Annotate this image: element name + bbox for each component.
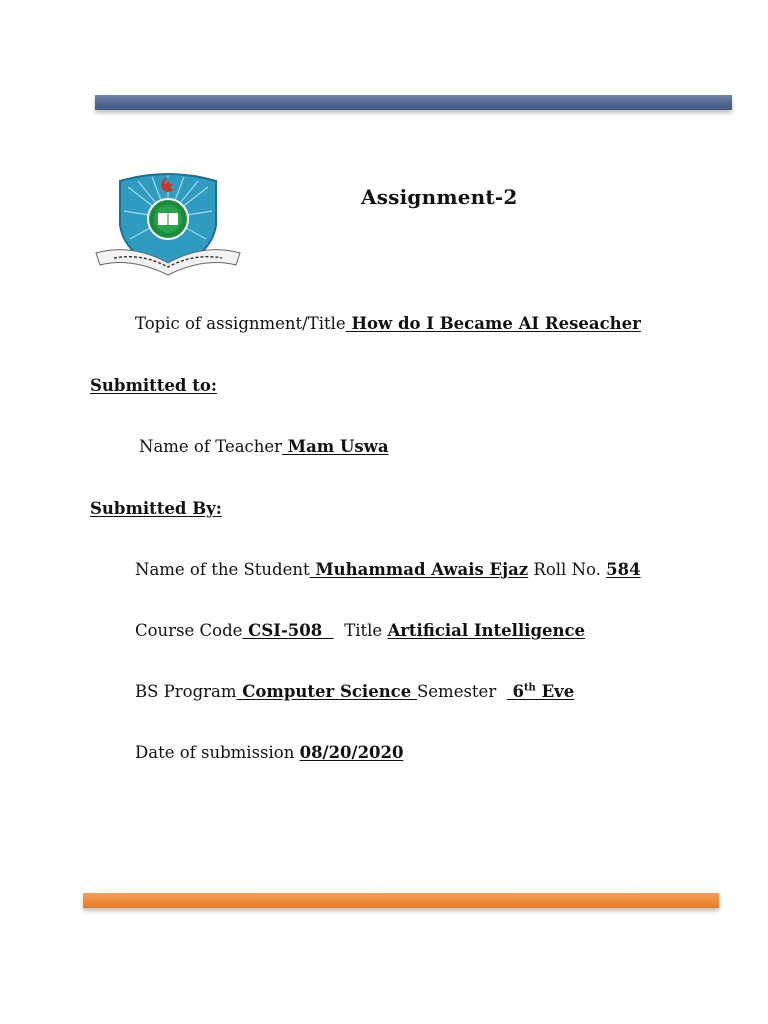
roll-label: Roll No. [528,560,607,579]
course-line [135,621,585,640]
document-title: Assignment-2 [361,185,518,209]
college-crest-logo [92,163,244,283]
footer-divider-bar [83,893,719,908]
semester-label: Semester [416,682,507,701]
date-line [135,743,404,762]
course-title-value: Artificial Intelligence [387,621,586,640]
submitted-to-heading: Submitted to: [90,376,217,395]
course-title-label: Title [333,621,388,640]
topic-value: How do I Became AI Reseacher [345,314,641,333]
course-code-value: CSI-508 [242,621,334,640]
student-value: Muhammad Awais Ejaz [309,560,529,579]
program-line [135,682,574,701]
student-line [135,560,641,579]
program-label: BS Program [135,682,237,701]
teacher-label: Name of Teacher [139,437,283,456]
program-value: Computer Science [236,682,417,701]
course-code-label: Course Code [135,621,243,640]
date-label: Date of submission [135,743,300,762]
teacher-value: Mam Uswa [282,437,389,456]
student-label: Name of the Student [135,560,310,579]
teacher-line [139,437,389,456]
topic-label: Topic of assignment/Title [135,314,346,333]
semester-suffix: Eve [535,682,575,701]
topic-line [135,314,641,333]
header-divider-bar [95,95,732,110]
semester-number: 6 [506,682,524,701]
date-value: 08/20/2020 [299,743,404,762]
semester-ordinal: th [523,682,536,694]
roll-value: 584 [606,560,641,579]
semester-value [507,682,575,701]
submitted-by-heading: Submitted By: [90,499,222,518]
